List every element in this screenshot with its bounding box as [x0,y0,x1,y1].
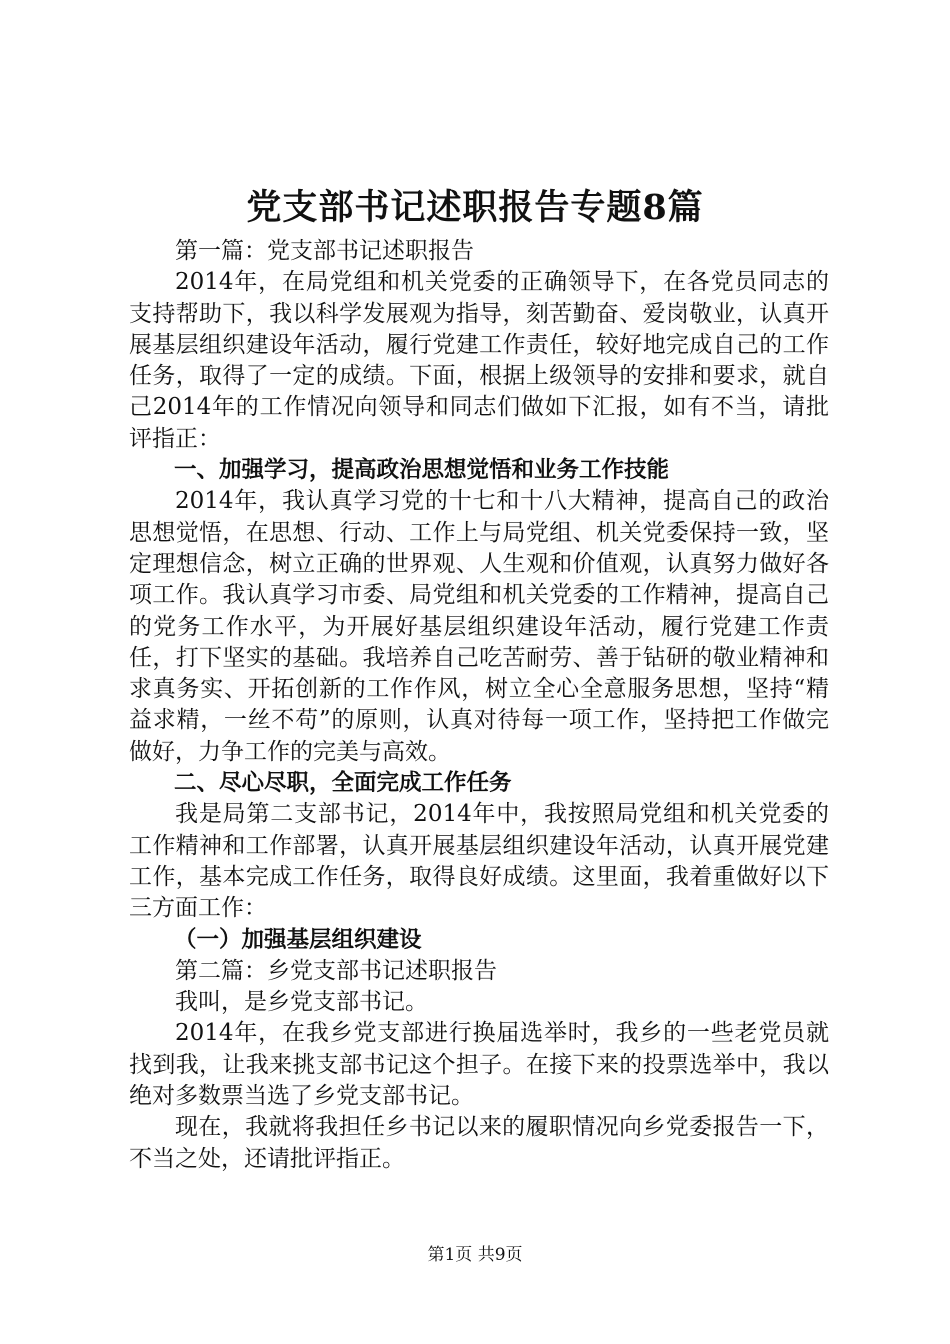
paragraph: 我叫，是乡党支部书记。 [175,989,428,1016]
page-number-footer: 第1页 共9页 [427,1245,523,1265]
paragraph: 2014年，在局党组和机关党委的正确领导下，在各党员同志的支持帮助下，我以科学发展观为指导，刻苦勤奋、爱岗敬业，认真开展基层组织建设年活动，履行党建工作责任，较好地完成自己的工作任务，取得了一定的成绩。下面，根据上级领导的安排和要求，就自己2014年的工作情况向领导和同志们做如下汇报，如有不当，请批评指正： [129,269,829,452]
paragraph: 现在，我就将我担任乡书记以来的履职情况向乡党委报告一下，不当之处，还请批评指正。 [129,1114,829,1172]
paragraph: 2014年，在我乡党支部进行换届选举时，我乡的一些老党员就找到我，让我来挑支部书记这个担子。在接下来的投票选举中，我以绝对多数票当选了乡党支部书记。 [129,1020,829,1110]
section-heading: 一、加强学习，提高政治思想觉悟和业务工作技能 [174,457,670,484]
subsection-heading: （一）加强基层组织建设 [174,926,422,953]
paragraph: 我是局第二支部书记，2014年中，我按照局党组和机关党委的工作精神和工作部署，认真开展基层组织建设年活动，认真开展党建工作，基本完成工作任务，取得良好成绩。这里面，我着重做好以下三方面工作： [129,801,829,922]
paragraph: 2014年，我认真学习党的十七和十八大精神，提高自己的政治思想觉悟，在思想、行动、工作上与局党组、机关党委保持一致，坚定理想信念，树立正确的世界观、人生观和价值观，认真努力做好各项工作。我认真学习市委、局党组和机关党委的工作精神，提高自己的党务工作水平，为开展好基层组织建设年活动，履行党建工作责任，打下坚实的基础。我培养自己吃苦耐劳、善于钻研的敬业精神和求真务实、开拓创新的工作作风，树立全心全意服务思想，坚持“精益求精，一丝不苟”的原则，认真对待每一项工作，坚持把工作做完做好，力争工作的完美与高效。 [129,488,829,765]
paragraph: 第二篇：乡党支部书记述职报告 [175,957,497,984]
section-heading: 二、尽心尽职，全面完成工作任务 [174,770,512,797]
document-title: 党支部书记述职报告专题8篇 [246,187,704,228]
paragraph: 第一篇：党支部书记述职报告 [175,238,474,264]
document-body [129,236,829,1175]
